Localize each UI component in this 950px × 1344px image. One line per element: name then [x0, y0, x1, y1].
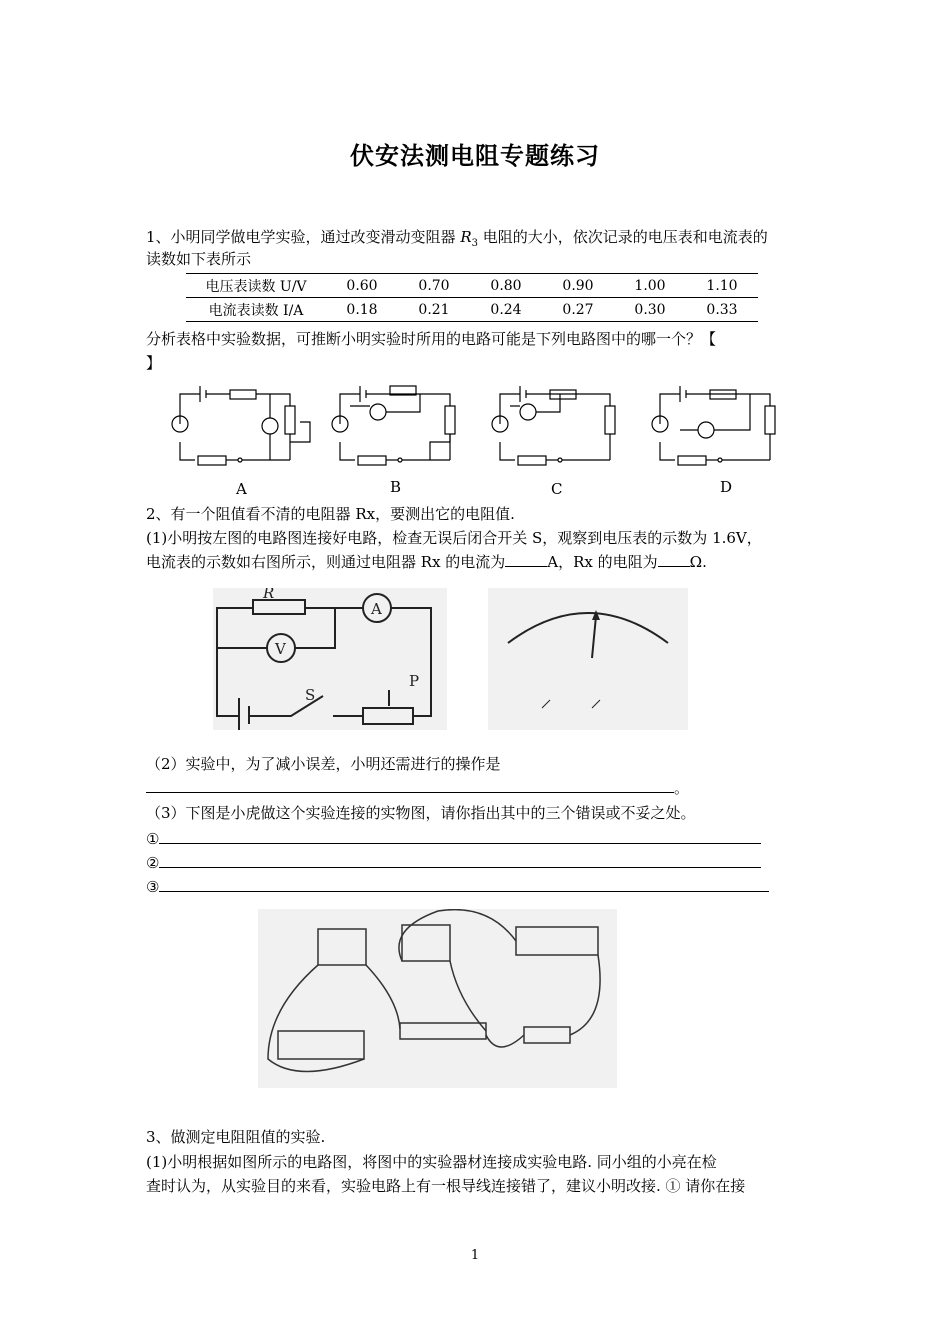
page-number: 1 — [470, 1248, 480, 1263]
current-answer-blank[interactable] — [505, 551, 547, 567]
q1-line1-a: 1、小明同学做电学实验，通过改变滑动变阻器 — [146, 228, 461, 246]
ammeter-dial-figure — [488, 588, 688, 730]
error-answer-blank-1[interactable] — [159, 828, 761, 844]
q2-line3-a: 电流表的示数如右图所示，则通过电阻器 Rx 的电流为 — [146, 553, 506, 571]
answer-mark-1: ① — [146, 830, 160, 848]
q2-sub2: （2）实验中，为了减小误差，小明还需进行的操作是 — [146, 755, 501, 773]
answer-mark-3: ③ — [146, 878, 160, 896]
circuit-d — [652, 386, 775, 465]
q2-sub3: （3）下图是小虎做这个实验连接的实物图，请你指出其中的三个错误或不妥之处。 — [146, 804, 696, 822]
q2-line3-b: A，Rx 的电阻为 — [547, 553, 658, 571]
circuit-c — [492, 386, 615, 465]
option-d-label: D — [720, 478, 733, 496]
table-cell: 0.24 — [470, 298, 542, 322]
q1-line2: 读数如下表所示 — [146, 250, 252, 268]
rx-circuit-svg — [213, 588, 447, 730]
table-cell: 电压表读数 U/V — [186, 274, 326, 298]
switch-symbol-text: S — [305, 686, 316, 704]
answer-mark-2: ② — [146, 854, 160, 872]
table-cell: 0.80 — [470, 274, 542, 298]
q3-line2: (1)小明根据如图所示的电路图，将图中的实验器材连接成实验电路. 同小组的小亮在检 — [146, 1153, 717, 1171]
operation-answer-blank[interactable] — [146, 777, 674, 793]
q2-sub2-answer-line — [146, 777, 689, 799]
page-title: 伏安法测电阻专题练习 — [350, 141, 600, 170]
option-b-label: B — [390, 478, 402, 496]
q1-var-sub: 3 — [471, 238, 478, 249]
voltmeter-symbol-text: V — [275, 640, 286, 658]
error-answer-blank-3[interactable] — [159, 876, 769, 892]
data-table — [186, 273, 758, 322]
table-cell: 0.90 — [542, 274, 614, 298]
q1-var: R — [460, 228, 472, 246]
table-cell: 0.30 — [614, 298, 686, 322]
table-row — [186, 298, 758, 322]
resistance-answer-blank[interactable] — [658, 551, 690, 567]
table-cell: 0.21 — [398, 298, 470, 322]
table-cell: 1.00 — [614, 274, 686, 298]
q1-bracket-close: 】 — [146, 354, 162, 372]
table-cell: 1.10 — [686, 274, 758, 298]
answer-line-3 — [146, 876, 769, 898]
answer-line-2 — [146, 852, 761, 874]
q1-line1-b: 电阻的大小，依次记录的电压表和电流表的 — [478, 228, 768, 246]
answer-line-1 — [146, 828, 761, 850]
table-cell: 0.33 — [686, 298, 758, 322]
q2-line1: 2、有一个阻值看不清的电阻器 Rx，要测出它的电阻值. — [146, 505, 515, 523]
q3-line1: 3、做测定电阻阻值的实验. — [146, 1128, 326, 1146]
table-cell: 电流表读数 I/A — [186, 298, 326, 322]
error-answer-blank-2[interactable] — [159, 852, 761, 868]
apparatus-svg — [258, 909, 617, 1088]
table-row — [186, 274, 758, 298]
ammeter-symbol-text: A — [371, 600, 382, 618]
circuit-options-diagram — [160, 372, 800, 472]
table-cell: 0.27 — [542, 298, 614, 322]
q2-line3-c: Ω. — [689, 553, 707, 571]
option-c-label: C — [551, 480, 563, 498]
q3-line3: 查时认为，从实验目的来看，实验电路上有一根导线连接错了，建议小明改接. ① 请你在接 — [146, 1177, 746, 1195]
circuit-a — [172, 386, 310, 465]
slider-symbol-text: P — [409, 672, 420, 690]
table-cell: 0.18 — [326, 298, 398, 322]
apparatus-figure — [258, 909, 617, 1088]
option-a-label: A — [236, 480, 247, 498]
table-cell: 0.70 — [398, 274, 470, 298]
q2-line2: (1)小明按左图的电路图连接好电路，检查无误后闭合开关 S，观察到电压表的示数为 1.6V， — [146, 529, 762, 547]
q2-line3 — [146, 551, 707, 573]
circuit-b — [332, 386, 455, 465]
table-cell: 0.60 — [326, 274, 398, 298]
rx-label-text: R — [263, 588, 275, 602]
q1-question: 分析表格中实验数据，可推断小明实验时所用的电路可能是下列电路图中的哪一个？【 — [146, 330, 717, 348]
rx-circuit-figure — [213, 588, 447, 730]
ammeter-dial-svg — [488, 588, 688, 730]
q2-sub2-end: 。 — [674, 779, 690, 797]
